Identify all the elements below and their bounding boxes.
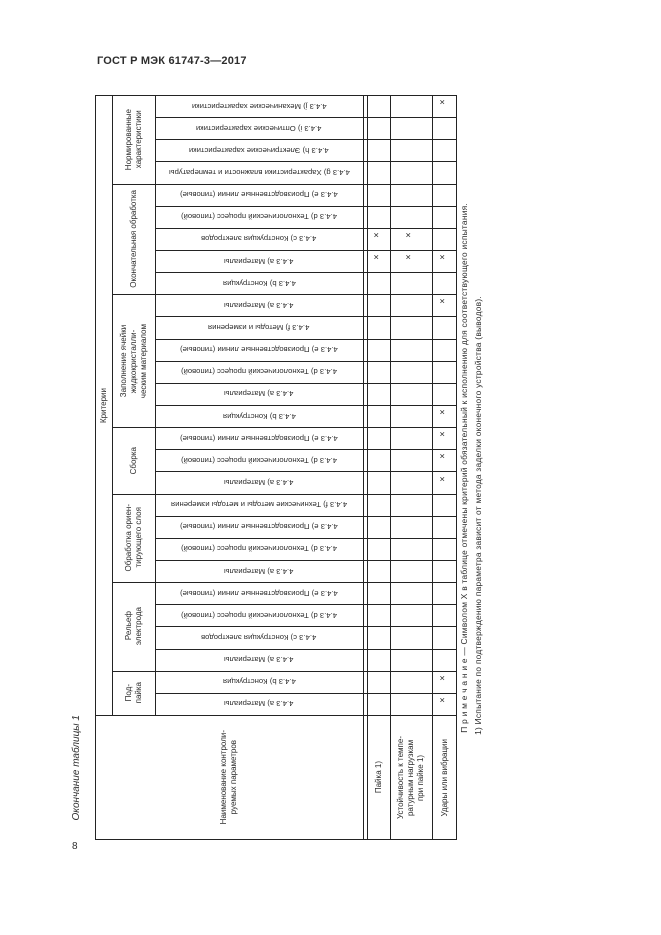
band-label-cell-24 — [156, 604, 362, 626]
band-label-cell-16 — [156, 427, 362, 449]
band-label-cell-28 — [156, 693, 362, 715]
band-label-cell-8 — [156, 250, 362, 272]
band-label-24: 4.4.3 d) Технологический процесс (типовой) — [181, 610, 337, 620]
band-label-1: 4.4.3 j) Механические характеристики — [191, 101, 327, 111]
group-cell-5-text: Обработка ориен- тирующего слоя — [123, 504, 143, 572]
band-label-cell-3 — [156, 139, 362, 161]
band-label-cell-25 — [156, 626, 362, 648]
band-label-28: 4.4.3 a) Материалы — [224, 699, 294, 709]
band-label-13: 4.4.3 d) Технологический процесс (типовой) — [181, 367, 337, 377]
band-label-7: 4.4.3 c) Конструкция электродов — [201, 234, 317, 244]
band-label-20: 4.4.3 e) Производственные линии (типовые) — [180, 522, 338, 532]
group-cell-5 — [112, 494, 155, 583]
band-label-cell-11 — [156, 316, 362, 338]
band-label-16: 4.4.3 e) Производственные линии (типовые) — [180, 433, 338, 443]
group-cell-2-text: Окончательная обработка — [128, 190, 138, 288]
band-label-cell-10 — [156, 294, 362, 316]
group-cell-7-text: Под- пайка — [123, 682, 143, 704]
band-label-cell-5 — [156, 184, 362, 206]
band-label-cell-13 — [156, 361, 362, 383]
band-label-cell-2 — [156, 117, 362, 139]
band-label-2: 4.4.3 i) Оптические характеристики — [196, 123, 322, 133]
group-cell-3-text: Заполнение ячейки жидкокристалли- ческим материалом — [118, 323, 148, 398]
band-label-21: 4.4.3 d) Технологический процесс (типовой) — [181, 544, 337, 554]
group-cell-7 — [112, 671, 155, 715]
band-label-26: 4.4.3 a) Материалы — [224, 655, 294, 665]
group-cell-4 — [112, 427, 155, 493]
band-label-15: 4.4.3 b) Конструкция — [222, 411, 296, 421]
doc-header: ГОСТ Р МЭК 61747-3—2017 — [97, 55, 247, 67]
criteria-header-cell-text: Критерии — [98, 387, 108, 423]
table-title-text: Окончание таблицы 1 — [71, 715, 82, 821]
band-label-25: 4.4.3 c) Конструкция электродов — [201, 632, 317, 642]
group-cell-1-text: Нормированные характеристики — [123, 108, 143, 170]
band-label-23: 4.4.3 e) Производственные линии (типовые) — [180, 588, 338, 598]
criteria-header-cell — [95, 95, 112, 715]
document-page: ГОСТ Р МЭК 61747-3—2017 Окончание таблицы 1 Критерии Нормированные характеристики Окончательная обработка Заполнение ячейки жидкокристалли- ческим материалом Сборка Обработка ориен- тирующего слоя Рельеф электрода Под- пайка 4.4.3 j) Механические характеристики × 4.4.3 i) Оптические характеристики 4.4.3 h) Электрические характеристики 4.4.3 g) Характеристики влажности и температуры 4.4.3 e) Производственные линии (типовые) 4.4.3 d) Технологический процесс (типовой) 4.4.3 c) Конструкция электродов × × 4.4.3 a) Материалы × × × 4.4.3 b) Конструкция 4.4.3 a) Материалы × 4.4.3 f) Методы и измерения 4.4.3 e) Производственные линии (типовые) 4.4.3 d) Технологический процесс (типовой) 4.4.3 a) Материалы 4.4.3 b) Конструкция × 4.4.3 e) Производственные линии (типовые) × 4.4.3 d) Технологический процесс (типовой) × 4.4.3 a) Материалы × 4.4.3 f) Технические методы и методы измерения 4.4.3 e) Производственные линии (типовые) 4.4.3 d) Технологический процесс (типовой) 4.4.3 a) Материалы 4.4.3 e) Производственные линии (типовые) 4.4.3 d) Технологический процесс (типовой) 4.4.3 c) Конструкция электродов 4.4.3 a) Материалы 4.4.3 b) Конструкция × 4.4.3 a) Материалы × Наименование контроли- руемых параметров Пайка 1) Устойчивость к темпе- ратурным нагрузкам при пайке 1) Удары или вибрации П р и м е ч а н и е — Символом X в таблице отмечены критерий обязательный к исполнению для соответствующего испытания. 1) Испытание по подтверждению параметра зависит от метода заделки оконечного устройства (выводов). 8 — [0, 0, 661, 935]
band-label-9: 4.4.3 b) Конструкция — [222, 278, 296, 288]
note-primechanie — [459, 95, 472, 840]
band-label-11: 4.4.3 f) Методы и измерения — [208, 322, 310, 332]
test-column-header-1-text: Пайка 1) — [373, 761, 383, 794]
grid-vline-2 — [363, 95, 364, 840]
group-cell-4-text: Сборка — [128, 446, 138, 475]
note-primechanie-text: П р и м е ч а н и е — Символом X в таблице отмечены критерий обязательный к исполнению для соответствующего испытания. — [459, 202, 469, 733]
band-label-cell-12 — [156, 339, 362, 361]
band-label-cell-1 — [156, 95, 362, 117]
band-label-12: 4.4.3 e) Производственные линии (типовые) — [180, 345, 338, 355]
band-label-cell-27 — [156, 671, 362, 693]
band-label-17: 4.4.3 d) Технологический процесс (типовой) — [181, 455, 337, 465]
band-label-cell-23 — [156, 582, 362, 604]
band-label-cell-17 — [156, 449, 362, 471]
band-label-cell-14 — [156, 383, 362, 405]
group-cell-2 — [112, 184, 155, 295]
band-label-cell-19 — [156, 494, 362, 516]
note-footnote — [473, 190, 486, 840]
band-label-cell-7 — [156, 228, 362, 250]
test-column-header-2 — [390, 715, 432, 840]
band-label-3: 4.4.3 h) Электрические характеристики — [189, 145, 329, 155]
band-label-cell-21 — [156, 538, 362, 560]
band-label-19: 4.4.3 f) Технические методы и методы измерения — [170, 500, 348, 510]
band-label-cell-4 — [156, 161, 362, 183]
test-column-header-2-text: Устойчивость к темпе- ратурным нагрузкам при пайке 1) — [396, 735, 425, 820]
band-label-cell-15 — [156, 405, 362, 427]
note-footnote-text: 1) Испытание по подтверждению параметра зависит от метода заделки оконечного устройства (выводов). — [473, 295, 483, 735]
band-label-27: 4.4.3 b) Конструкция — [222, 677, 296, 687]
band-label-cell-26 — [156, 649, 362, 671]
band-label-cell-6 — [156, 206, 362, 228]
band-label-6: 4.4.3 d) Технологический процесс (типовой) — [181, 212, 337, 222]
band-label-8: 4.4.3 a) Материалы — [224, 256, 294, 266]
band-label-4: 4.4.3 g) Характеристики влажности и температуры — [168, 167, 350, 177]
band-label-14: 4.4.3 a) Материалы — [224, 389, 294, 399]
band-label-cell-20 — [156, 516, 362, 538]
band-label-18: 4.4.3 a) Материалы — [224, 477, 294, 487]
band-label-cell-22 — [156, 560, 362, 582]
band-label-cell-9 — [156, 272, 362, 294]
page-number: 8 — [72, 841, 78, 852]
band-label-22: 4.4.3 a) Материалы — [224, 566, 294, 576]
test-column-header-3-text: Удары или вибрации — [439, 738, 449, 817]
group-cell-6-text: Рельеф электрода — [123, 607, 143, 646]
band-label-5: 4.4.3 e) Производственные линии (типовые) — [180, 190, 338, 200]
table-title — [71, 698, 89, 838]
test-column-header-1 — [367, 715, 390, 840]
corner-header-cell — [95, 715, 363, 840]
group-cell-3 — [112, 294, 155, 427]
band-label-cell-18 — [156, 471, 362, 493]
corner-header-cell-text: Наименование контроли- руемых параметров — [219, 730, 238, 825]
band-label-10: 4.4.3 a) Материалы — [224, 300, 294, 310]
group-cell-1 — [112, 95, 155, 184]
group-cell-6 — [112, 582, 155, 671]
test-column-header-3 — [432, 715, 457, 840]
